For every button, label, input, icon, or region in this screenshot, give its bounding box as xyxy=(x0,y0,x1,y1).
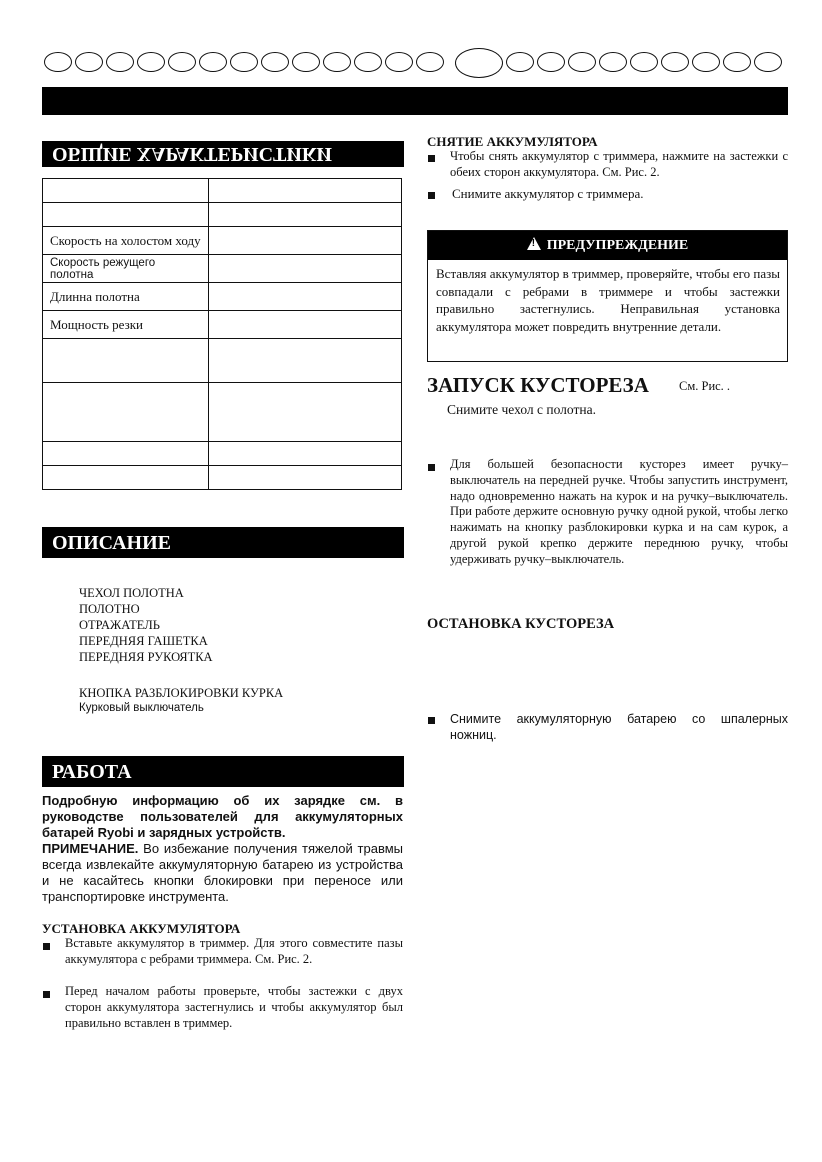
table-row xyxy=(43,227,402,255)
list-item: ПЕРЕДНЯЯ РУКОЯТКА xyxy=(79,650,213,664)
operation-note xyxy=(42,841,403,905)
table-row xyxy=(43,203,402,227)
operation-intro: Подробную информацию об их зарядке см. в руководстве пользователей для аккумуляторных батарей Ryobi и зарядных устройств. xyxy=(42,793,403,840)
language-tab-oval xyxy=(292,52,320,72)
spec-label xyxy=(43,383,209,442)
list-item: ПОЛОТНО xyxy=(79,602,140,616)
spec-section-header xyxy=(42,141,404,167)
bullet-icon xyxy=(43,991,50,998)
install-bullet: Перед началом работы проверьте, чтобы застежки с двух сторон аккумулятора застегнулись и чтобы аккумулятор был правильно вставлен в триммер. xyxy=(65,984,403,1030)
language-tab-oval xyxy=(44,52,72,72)
language-tab-oval xyxy=(692,52,720,72)
bullet-icon xyxy=(428,717,435,724)
removal-bullet: Чтобы снять аккумулятор с триммера, нажмите на застежки с обеих сторон аккумулятора. См. Рис. 2. xyxy=(450,149,788,179)
spec-label xyxy=(43,179,209,203)
language-tab-oval xyxy=(137,52,165,72)
language-tab-oval xyxy=(630,52,658,72)
operation-section-header xyxy=(42,756,404,787)
language-tab-oval xyxy=(385,52,413,72)
parts-list xyxy=(79,585,213,665)
warning-text: Вставляя аккумулятор в триммер, проверяйте, чтобы его пазы совпадали с ребрами в триммере и чтобы застежки правильно застегнулись. Неправильная установка аккумулятора может повредить внутренние детали. xyxy=(436,266,780,334)
start-bullet: Для большей безопасности кусторез имеет ручку–выключатель на передней ручке. Чтобы запустить инструмент, надо одновременно нажать на курок и на ручку–выключатель. При работе держите основную ручку одной рукой, чтобы легко нажимать на кнопку разблокировки курка и на сам курок, а другой рукой крепко держите переднюю ручку, чтобы удерживать ручку–выключатель. xyxy=(450,457,788,566)
spec-value xyxy=(209,442,402,466)
language-tab-oval xyxy=(754,52,782,72)
spec-label: Длинна полотна xyxy=(43,283,209,311)
spec-title: ОБЩИЕ ХАРАКТЕРИСТИКИ xyxy=(52,143,332,165)
language-tabs xyxy=(44,48,786,78)
warning-header xyxy=(428,231,787,260)
spec-table xyxy=(42,178,402,490)
spec-label: Мощность резки xyxy=(43,311,209,339)
note-label: ПРИМЕЧАНИЕ. xyxy=(42,841,139,856)
language-tab-oval-active xyxy=(455,48,503,78)
spec-label xyxy=(43,203,209,227)
table-row xyxy=(43,311,402,339)
language-tab-oval xyxy=(568,52,596,72)
language-tab-oval xyxy=(199,52,227,72)
spec-label xyxy=(43,442,209,466)
spec-value xyxy=(209,383,402,442)
warning-icon xyxy=(527,237,541,250)
header-bar xyxy=(42,87,788,115)
description-section-header xyxy=(42,527,404,558)
stop-title: ОСТАНОВКА КУСТОРЕЗА xyxy=(427,616,615,632)
table-row xyxy=(43,283,402,311)
spec-value xyxy=(209,255,402,283)
operation-title: РАБОТА xyxy=(52,761,132,783)
language-tab-oval xyxy=(106,52,134,72)
description-title: ОПИСАНИЕ xyxy=(52,532,172,554)
table-row xyxy=(43,179,402,203)
language-tab-oval xyxy=(599,52,627,72)
language-tab-oval xyxy=(537,52,565,72)
language-tab-oval xyxy=(168,52,196,72)
spec-value xyxy=(209,283,402,311)
list-item: ЧЕХОЛ ПОЛОТНА xyxy=(79,586,184,600)
bullet-icon xyxy=(428,464,435,471)
language-tab-oval xyxy=(323,52,351,72)
bullet-icon xyxy=(43,943,50,950)
bullet-icon xyxy=(428,192,435,199)
spec-value xyxy=(209,203,402,227)
table-row xyxy=(43,383,402,442)
removal-bullet: Снимите аккумулятор с триммера. xyxy=(452,186,644,201)
list-item: КНОПКА РАЗБЛОКИРОВКИ КУРКА xyxy=(79,686,284,700)
list-item: Курковый выключатель xyxy=(79,702,204,714)
language-tab-oval xyxy=(661,52,689,72)
table-row xyxy=(43,255,402,283)
spec-value xyxy=(209,311,402,339)
language-tab-oval xyxy=(230,52,258,72)
start-step: Снимите чехол с полотна. xyxy=(447,402,596,417)
list-item: ОТРАЖАТЕЛЬ xyxy=(79,618,160,632)
spec-label xyxy=(43,466,209,490)
install-title: УСТАНОВКА АККУМУЛЯТОРА xyxy=(42,921,241,936)
warning-title: ПРЕДУПРЕЖДЕНИЕ xyxy=(546,238,689,253)
spec-value xyxy=(209,339,402,383)
bullet-icon xyxy=(428,155,435,162)
removal-title: СНЯТИЕ АККУМУЛЯТОРА xyxy=(427,134,598,149)
install-bullet: Вставьте аккумулятор в триммер. Для этого совместите пазы аккумулятора с ребрами триммера. См. Рис. 2. xyxy=(65,936,403,966)
list-item: ПЕРЕДНЯЯ ГАШЕТКА xyxy=(79,634,208,648)
warning-box xyxy=(427,230,788,362)
language-tab-oval xyxy=(723,52,751,72)
parts-list-2 xyxy=(79,685,283,716)
spec-value xyxy=(209,466,402,490)
language-tab-oval xyxy=(75,52,103,72)
start-figure-ref: См. Рис. . xyxy=(679,379,731,393)
table-row xyxy=(43,466,402,490)
language-tab-oval xyxy=(416,52,444,72)
note-text: Во избежание получения тяжелой травмы всегда извлекайте аккумуляторную батарею из устройства и не касайтесь кнопки блокировки при переносе или транспортировке инструмента. xyxy=(42,841,403,904)
spec-value xyxy=(209,179,402,203)
language-tab-oval xyxy=(261,52,289,72)
spec-value xyxy=(209,227,402,255)
table-row xyxy=(43,442,402,466)
language-tab-oval xyxy=(354,52,382,72)
stop-bullet: Снимите аккумуляторную батарею со шпалерных ножниц. xyxy=(450,712,788,742)
language-tab-oval xyxy=(506,52,534,72)
start-title: ЗАПУСК КУСТОРЕЗА xyxy=(427,373,649,397)
spec-label xyxy=(43,339,209,383)
table-row xyxy=(43,339,402,383)
spec-label: Скорость на холостом ходу xyxy=(43,227,209,255)
spec-label: Скорость режущего полотна xyxy=(43,255,209,283)
